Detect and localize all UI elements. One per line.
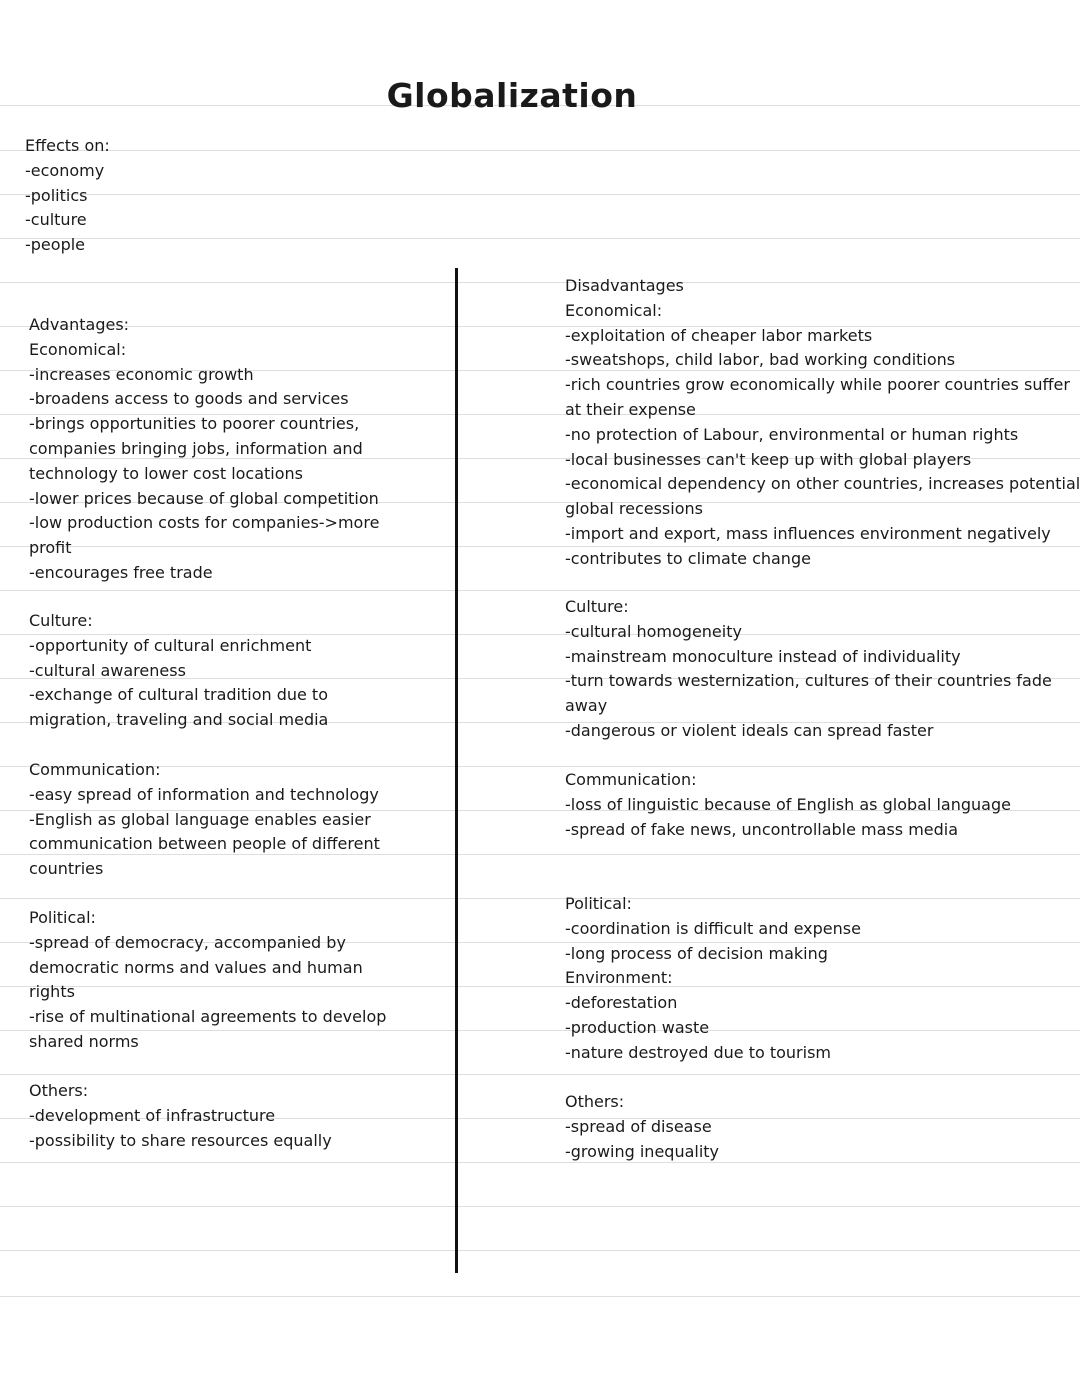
list-item: -cultural awareness bbox=[29, 660, 186, 680]
ruled-line bbox=[0, 1206, 1080, 1207]
list-item: -encourages free trade bbox=[29, 562, 213, 582]
advantages-communication bbox=[29, 758, 380, 882]
list-item: -deforestation bbox=[565, 993, 678, 1013]
ruled-line bbox=[0, 1162, 1080, 1163]
list-item: technology to lower cost locations bbox=[29, 463, 304, 483]
list-item: -production waste bbox=[565, 1017, 710, 1037]
list-item: -development of infrastructure bbox=[29, 1105, 276, 1125]
disadvantages-heading: Disadvantages bbox=[565, 276, 684, 295]
section-heading: Political: bbox=[565, 894, 632, 913]
section-heading: Others: bbox=[29, 1081, 89, 1100]
list-item: -no protection of Labour, environmental or human rights bbox=[565, 424, 1019, 444]
list-item: -import and export, mass influences environment negatively bbox=[565, 523, 1051, 543]
list-item: -spread of disease bbox=[565, 1116, 712, 1136]
advantages-others bbox=[29, 1079, 332, 1153]
list-item: -exchange of cultural tradition due to bbox=[29, 685, 328, 705]
ruled-line bbox=[0, 1074, 1080, 1075]
list-item: -possibility to share resources equally bbox=[29, 1130, 332, 1150]
list-item: -rise of multinational agreements to develop bbox=[29, 1007, 387, 1027]
effects-item: -culture bbox=[25, 210, 87, 230]
column-divider bbox=[455, 268, 458, 1273]
list-item: democratic norms and values and human bbox=[29, 957, 363, 977]
disadvantages-communication bbox=[565, 768, 1011, 842]
list-item: -rich countries grow economically while poorer countries suffer bbox=[565, 375, 1070, 395]
section-heading: Communication: bbox=[29, 760, 161, 779]
ruled-line bbox=[0, 898, 1080, 899]
section-heading: Culture: bbox=[565, 597, 629, 616]
list-item: -long process of decision making bbox=[565, 943, 828, 963]
advantages-economical bbox=[29, 313, 379, 586]
list-item: -lower prices because of global competition bbox=[29, 488, 379, 508]
disadvantages-political bbox=[565, 892, 861, 1066]
disadvantages-others bbox=[565, 1090, 719, 1164]
advantages-heading: Advantages: bbox=[29, 315, 130, 334]
list-item: companies bringing jobs, information and bbox=[29, 438, 363, 458]
list-item: away bbox=[565, 696, 608, 716]
effects-item: -economy bbox=[25, 160, 105, 180]
list-item: -local businesses can't keep up with global players bbox=[565, 449, 972, 469]
list-item: global recessions bbox=[565, 499, 703, 519]
list-item: -economical dependency on other countries, increases potential bbox=[565, 474, 1080, 494]
ruled-line bbox=[0, 194, 1080, 195]
ruled-line bbox=[0, 1296, 1080, 1297]
list-item: communication between people of different bbox=[29, 834, 380, 854]
section-heading: Economical: bbox=[29, 339, 127, 359]
section-heading: Communication: bbox=[565, 770, 697, 789]
list-item: -turn towards westernization, cultures of their countries fade bbox=[565, 671, 1052, 691]
list-item: profit bbox=[29, 538, 72, 558]
ruled-line bbox=[0, 238, 1080, 239]
section-heading: Economical: bbox=[565, 300, 663, 320]
list-item: -brings opportunities to poorer countries, bbox=[29, 414, 360, 434]
list-item: -broadens access to goods and services bbox=[29, 389, 349, 409]
list-item: rights bbox=[29, 982, 75, 1002]
list-item: -spread of fake news, uncontrollable mass media bbox=[565, 819, 959, 839]
list-item: -opportunity of cultural enrichment bbox=[29, 635, 312, 655]
page-title: Globalization bbox=[386, 76, 638, 115]
list-item: -growing inequality bbox=[565, 1141, 720, 1161]
disadvantages-economical bbox=[565, 274, 1080, 572]
list-item: -spread of democracy, accompanied by bbox=[29, 932, 346, 952]
list-item: -sweatshops, child labor, bad working conditions bbox=[565, 350, 956, 370]
list-item: -loss of linguistic because of English as global language bbox=[565, 794, 1011, 814]
list-item: -exploitation of cheaper labor markets bbox=[565, 325, 873, 345]
ruled-line bbox=[0, 150, 1080, 151]
section-heading: Culture: bbox=[29, 611, 93, 630]
list-item: -dangerous or violent ideals can spread faster bbox=[565, 720, 934, 740]
effects-heading: Effects on: bbox=[25, 136, 110, 155]
list-item: shared norms bbox=[29, 1031, 139, 1051]
advantages-culture bbox=[29, 609, 328, 733]
list-item: -nature destroyed due to tourism bbox=[565, 1042, 831, 1062]
list-item: -contributes to climate change bbox=[565, 548, 811, 568]
ruled-line bbox=[0, 590, 1080, 591]
ruled-line bbox=[0, 1250, 1080, 1251]
list-item: -easy spread of information and technology bbox=[29, 784, 379, 804]
list-item: -increases economic growth bbox=[29, 364, 254, 384]
effects-item: -politics bbox=[25, 185, 88, 205]
list-item: -coordination is difficult and expense bbox=[565, 918, 861, 938]
list-item: at their expense bbox=[565, 399, 696, 419]
list-item: -cultural homogeneity bbox=[565, 621, 742, 641]
section-heading: Political: bbox=[29, 908, 96, 927]
list-item: -low production costs for companies->more bbox=[29, 513, 380, 533]
effects-list bbox=[25, 134, 110, 258]
list-item: -English as global language enables easier bbox=[29, 809, 371, 829]
disadvantages-culture bbox=[565, 595, 1052, 744]
section-heading: Environment: bbox=[565, 968, 673, 988]
list-item: countries bbox=[29, 859, 104, 879]
effects-item: -people bbox=[25, 235, 86, 255]
section-heading: Others: bbox=[565, 1092, 625, 1111]
list-item: -mainstream monoculture instead of individuality bbox=[565, 646, 961, 666]
advantages-political bbox=[29, 906, 386, 1055]
list-item: migration, traveling and social media bbox=[29, 710, 329, 730]
